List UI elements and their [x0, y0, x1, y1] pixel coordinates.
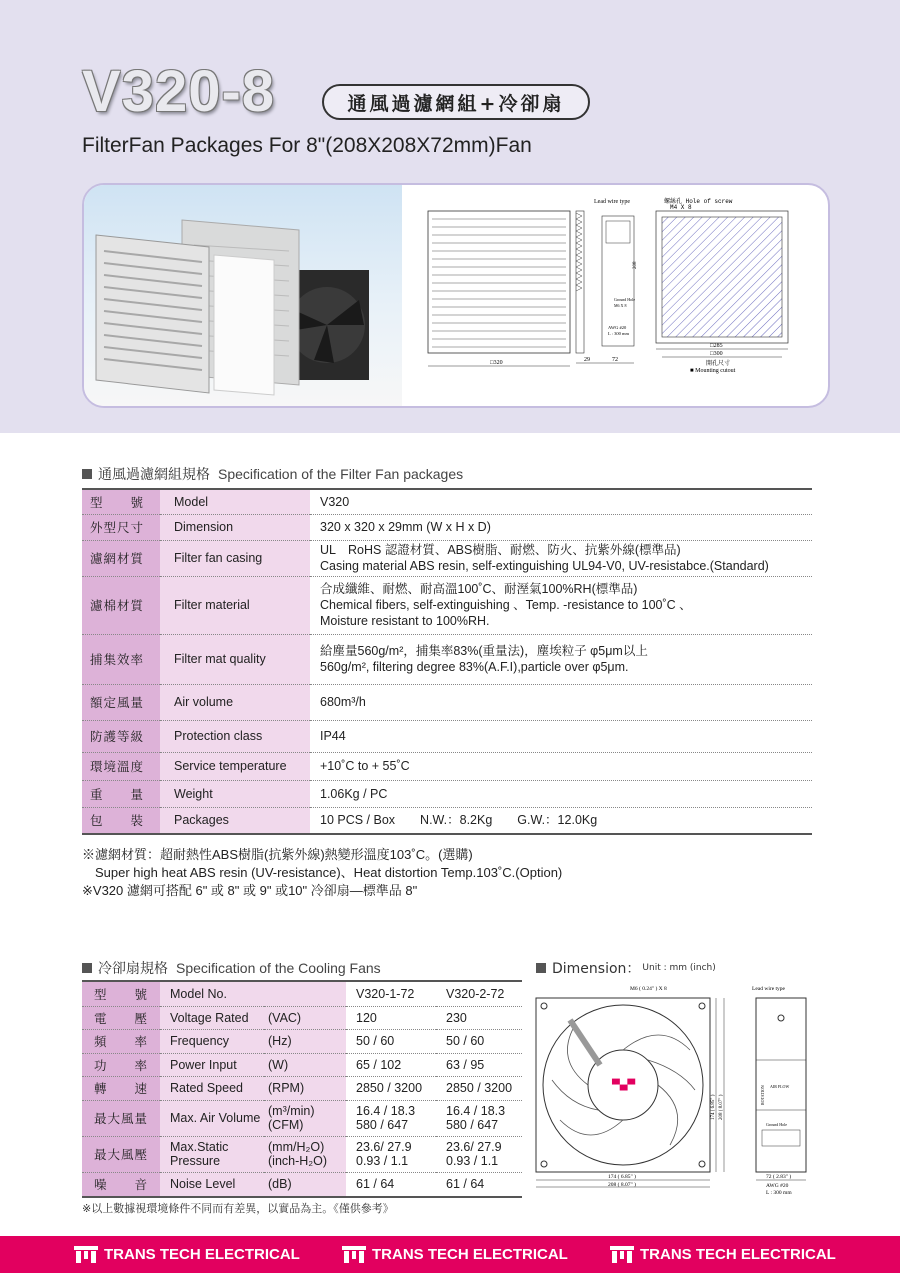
spec-en: Protection class: [160, 720, 310, 752]
cutout-cn: 開孔尺寸: [706, 360, 731, 367]
length-fan: L : 300 mm: [766, 1190, 792, 1196]
dim-208-h: 208 ( 8.07" ): [608, 1182, 636, 1188]
spec-cn: 防護等級: [82, 720, 160, 752]
spec-val: 1.06Kg / PC: [310, 780, 812, 807]
dim-208-v: 208 ( 8.07" ): [719, 1094, 724, 1120]
dim-320: □320: [490, 360, 503, 366]
spec-en: Filter material: [160, 576, 310, 634]
spec-cn: 重 量: [82, 780, 160, 807]
dim-29: 29: [584, 357, 590, 363]
spec-title-cn: 通風過濾網組規格: [98, 467, 210, 483]
fan-section-title: [82, 958, 381, 978]
footer-brand-text: TRANS TECH ELECTRICAL: [104, 1246, 300, 1263]
notes: [82, 846, 562, 900]
note-line: Super high heat ABS resin (UV-resistance)、Heat distortion Temp.103˚C.(Option): [82, 865, 563, 880]
note-line: ※濾網材質：超耐熱性ABS樹脂(抗紫外線)熱變形溫度103˚C。(選購): [82, 847, 473, 862]
spec-cn: 額定風量: [82, 684, 160, 720]
spec-val: 給塵量560g/m²，捕集率83%(重量法)，塵埃粒子 φ5μm以上 560g/m², filtering degree 83%(A.F.I),particle over φ5μm.: [310, 634, 812, 684]
spec-title-en: Specification of the Filter Fan packages: [218, 466, 464, 482]
product-photo: [84, 185, 402, 406]
dimension-unit: Unit : mm (inch): [642, 963, 716, 973]
dimension-title: [536, 958, 716, 978]
spec-row: [82, 752, 812, 780]
fan-table: [82, 980, 522, 1198]
footer-brand: [74, 1246, 300, 1264]
spec-table: [82, 488, 812, 835]
spec-en: Dimension: [160, 514, 310, 540]
footer: [0, 1236, 900, 1273]
filter-fan-illustration: [84, 185, 402, 406]
dim-285: □285: [710, 343, 723, 349]
fan-en: Model No.: [160, 981, 346, 1006]
dim-174-v: 174 ( 6.85" ): [711, 1094, 716, 1120]
spec-row: [82, 576, 812, 634]
footer-brand-text: TRANS TECH ELECTRICAL: [372, 1246, 568, 1263]
spec-val: 合成纖維、耐燃、耐高溫100˚C、耐溼氣100%RH(標準品) Chemical fibers, self-extinguishing 、Temp. -resistance to 100˚C 、 Moisture resistant to 100%RH.: [310, 576, 812, 634]
rotation-label: ROTATION: [760, 1085, 765, 1105]
spec-cn: 包 裝: [82, 807, 160, 834]
spec-section-title: [82, 464, 463, 484]
spec-val: 10 PCS / Box N.W.：8.2Kg G.W.：12.0Kg: [310, 807, 812, 834]
fan-row: 電 壓 Voltage Rated (VAC) 120 230: [82, 1006, 522, 1029]
spec-val: V320: [310, 489, 812, 514]
d208-label: 208: [633, 261, 638, 269]
spec-cn: 濾棉材質: [82, 576, 160, 634]
product-card: [82, 183, 830, 408]
screw-hole-label: 螺絲孔 Hole of screw: [664, 198, 733, 205]
footer-brand: [342, 1246, 568, 1264]
fan-row: 功 率 Power Input (W) 65 / 102 63 / 95: [82, 1053, 522, 1076]
spec-en: Weight: [160, 780, 310, 807]
technical-drawing: [414, 191, 828, 403]
dim-300: □300: [710, 351, 723, 357]
footer-brand: [610, 1246, 836, 1264]
dim-174-h: 174 ( 6.85" ): [608, 1174, 636, 1180]
spec-en: Packages: [160, 807, 310, 834]
awg-label: AWG #20: [608, 325, 627, 330]
fan-v2: V320-2-72: [436, 981, 522, 1006]
lead-wire-fan: Lead wire type: [752, 986, 785, 992]
spec-en: Service temperature: [160, 752, 310, 780]
brand-logo-icon: [342, 1246, 366, 1264]
ground-label: Ground Hole: [614, 297, 635, 302]
ground-hole-fan: Ground Hole: [766, 1122, 787, 1127]
fan-row: [82, 981, 522, 1006]
fan-dimension-drawing: [530, 980, 820, 1200]
spec-row: [82, 780, 812, 807]
dim-72: 72: [612, 357, 618, 363]
fan-title-cn: 冷卻扇規格: [98, 961, 168, 977]
awg-fan: AWG #20: [766, 1183, 789, 1189]
spec-row: [82, 489, 812, 514]
disclaimer: ※以上數據視環境條件不同而有差異，以實品為主。《僅供參考》: [82, 1202, 394, 1215]
dim-72-fan: 72 ( 2.83" ): [766, 1174, 792, 1180]
bullet-square-icon: [82, 963, 92, 973]
spec-cn: 捕集效率: [82, 634, 160, 684]
airflow-label: AIR FLOW: [770, 1084, 790, 1089]
m6-label-fan: M6 ( 0.24" ) X 8: [630, 986, 667, 992]
bullet-square-icon: [536, 963, 546, 973]
fan-row: 噪 音 Noise Level (dB) 61 / 64 61 / 64: [82, 1172, 522, 1197]
spec-val: UL RoHS 認證材質、ABS樹脂、耐燃、防火、抗紫外線(標準品) Casing material ABS resin, self-extinguishing UL94-V0, UV-resistabce.(Standard): [310, 540, 812, 576]
m6-label: M6 X 8: [614, 303, 627, 308]
note-line: ※V320 濾網可搭配 6" 或 8" 或 9" 或10" 冷卻扇—標準品 8": [82, 883, 418, 898]
fan-title-en: Specification of the Cooling Fans: [176, 960, 381, 976]
spec-row: [82, 634, 812, 684]
fan-row: 轉 速 Rated Speed (RPM) 2850 / 3200 2850 / 3200: [82, 1076, 522, 1100]
spec-cn: 環境溫度: [82, 752, 160, 780]
spec-en: Filter fan casing: [160, 540, 310, 576]
filter-drawing-svg: [414, 191, 828, 403]
brand-logo-icon: [74, 1246, 98, 1264]
footer-brand-text: TRANS TECH ELECTRICAL: [640, 1246, 836, 1263]
chinese-title: 通風過濾網組+冷卻扇: [322, 84, 590, 120]
spec-row: [82, 807, 812, 834]
bullet-square-icon: [82, 469, 92, 479]
spec-cn: 型 號: [82, 489, 160, 514]
fan-row: 頻 率 Frequency (Hz) 50 / 60 50 / 60: [82, 1029, 522, 1053]
spec-en: Model: [160, 489, 310, 514]
cutout-en: ■ Mounting cutout: [690, 368, 736, 374]
spec-cn: 外型尺寸: [82, 514, 160, 540]
spec-val: IP44: [310, 720, 812, 752]
length-label: L : 300 mm: [608, 331, 629, 336]
spec-row: [82, 540, 812, 576]
spec-row: [82, 720, 812, 752]
spec-val: +10˚C to + 55˚C: [310, 752, 812, 780]
fan-row: 最大風壓 Max.Static Pressure (mm/H₂O) (inch-H₂O) 23.6/ 27.9 0.93 / 1.1 23.6/ 27.9 0.93 / 1.1: [82, 1136, 522, 1172]
fan-row: 最大風量 Max. Air Volume (m³/min) (CFM) 16.4 / 18.3 580 / 647 16.4 / 18.3 580 / 647: [82, 1100, 522, 1136]
spec-row: [82, 684, 812, 720]
fan-v1: V320-1-72: [346, 981, 436, 1006]
spec-cn: 濾網材質: [82, 540, 160, 576]
spec-val: 320 x 320 x 29mm (W x H x D): [310, 514, 812, 540]
subtitle: FilterFan Packages For 8"(208X208X72mm)Fan: [82, 134, 532, 157]
fan-cn: 型 號: [82, 981, 160, 1006]
svg-text:▀▄▀: ▀▄▀: [612, 1080, 636, 1091]
model-title: V320-8: [82, 59, 276, 124]
spec-val: 680m³/h: [310, 684, 812, 720]
brand-logo-icon: [610, 1246, 634, 1264]
spec-en: Air volume: [160, 684, 310, 720]
lead-wire-label: Lead wire type: [594, 199, 630, 205]
fan-dimension-svg: [530, 980, 820, 1200]
m4-label: M4 X 8: [670, 204, 692, 211]
spec-en: Filter mat quality: [160, 634, 310, 684]
spec-row: [82, 514, 812, 540]
dimension-title-text: Dimension：: [552, 961, 641, 977]
